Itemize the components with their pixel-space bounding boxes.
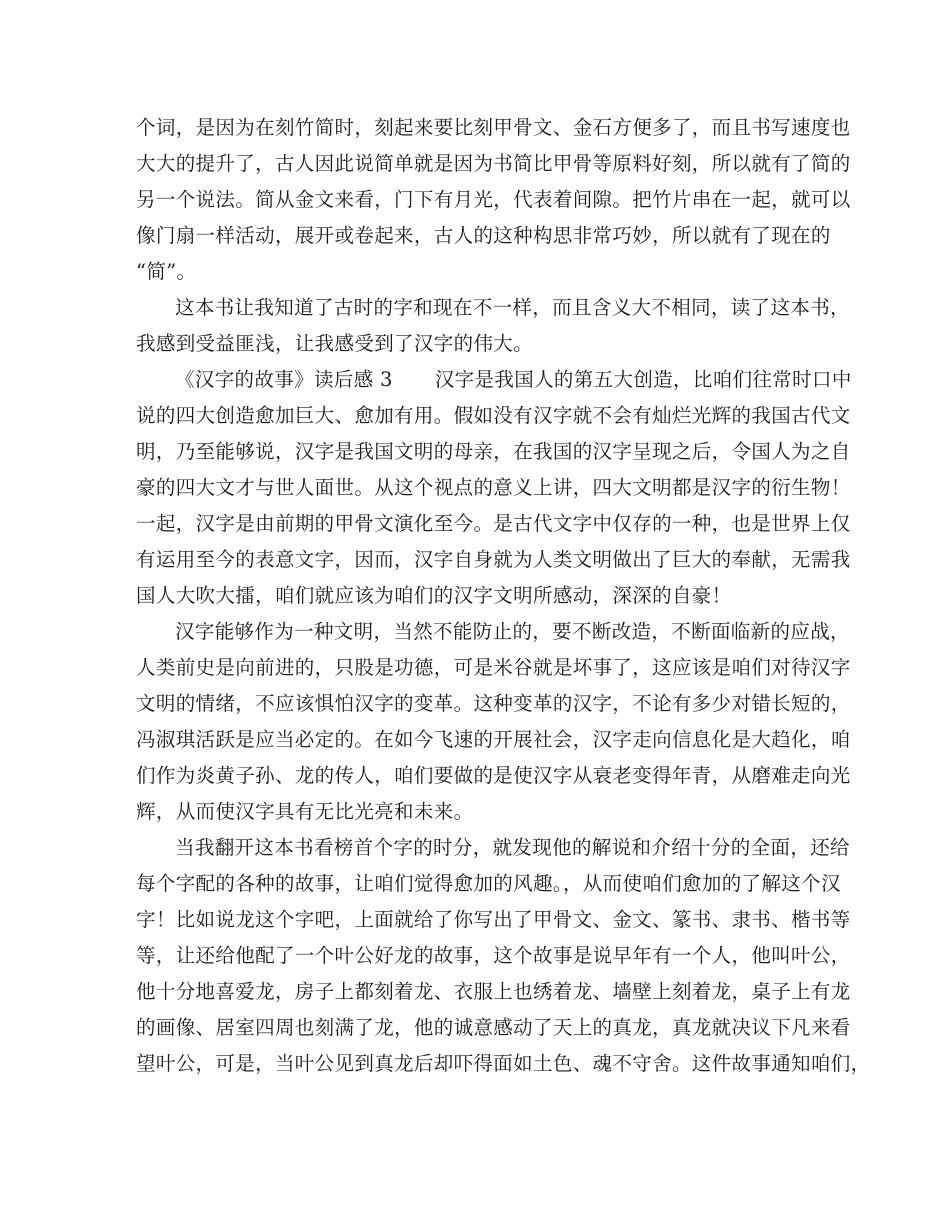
paragraph-3-heading-line bbox=[136, 362, 852, 398]
paragraph-3-line: 说的四大创造愈加巨大、愈加有用。假如没有汉字就不会有灿烂光辉的我国古代文 bbox=[136, 404, 851, 427]
paragraph-5-line: 望叶公，可是，当叶公见到真龙后却吓得面如土色、魂不守舍。这件故事通知咱们， bbox=[136, 1052, 871, 1075]
paragraph-4-line: 人类前史是向前进的，只股是功德，可是米谷就是坏事了，这应该是咱们对待汉字 bbox=[136, 656, 851, 679]
paragraph-5-line: 字！比如说龙这个字吧，上面就给了你写出了甲骨文、金文、篆书、隶书、楷书等 bbox=[136, 908, 851, 931]
paragraph-2-line: 这本书让我知道了古时的字和现在不一样，而且含义大不相同，读了这本书， bbox=[175, 296, 850, 319]
paragraph-4-line: 们作为炎黄子孙、龙的传人，咱们要做的是使汉字从衰老变得年青，从磨难走向光 bbox=[136, 764, 851, 787]
document-body bbox=[136, 110, 871, 1082]
paragraph-5-line: 每个字配的各种的故事，让咱们觉得愈加的风趣。，从而使咱们愈加的了解这个汉 bbox=[136, 872, 841, 895]
paragraph-4-line: 汉字能够作为一种文明，当然不能防止的，要不断改造，不断面临新的应战， bbox=[175, 620, 850, 643]
paragraph-1-line: 像门扇一样活动，展开或卷起来，古人的这种构思非常巧妙，所以就有了现在的 bbox=[136, 224, 831, 247]
paragraph-5-line: 他十分地喜爱龙，房子上都刻着龙、衣服上也绣着龙、墙壁上刻着龙，桌子上有龙 bbox=[136, 980, 851, 1003]
essay-heading: 《汉字的故事》读后感 3 bbox=[175, 368, 393, 391]
paragraph-3-line: 豪的四大文才与世人面世。从这个视点的意义上讲，四大文明都是汉字的衍生物！ bbox=[136, 476, 851, 499]
paragraph-2-line: 我感到受益匪浅，让我感受到了汉字的伟大。 bbox=[136, 332, 534, 355]
paragraph-3-line: 有运用至今的表意文字，因而，汉字自身就为人类文明做出了巨大的奉献，无需我 bbox=[136, 548, 851, 571]
paragraph-5-line: 的画像、居室四周也刻满了龙，他的诚意感动了天上的真龙，真龙就决议下凡来看 bbox=[136, 1016, 851, 1039]
paragraph-3-line: 一起，汉字是由前期的甲骨文演化至今。是古代文字中仅存的一种，也是世界上仅 bbox=[136, 512, 851, 535]
paragraph-1-line: 个词，是因为在刻竹简时，刻起来要比刻甲骨文、金石方便多了，而且书写速度也 bbox=[136, 116, 851, 139]
paragraph-3-line: 明，乃至能够说，汉字是我国文明的母亲，在我国的汉字呈现之后，令国人为之自 bbox=[136, 440, 851, 463]
paragraph-4-line: 文明的情绪，不应该惧怕汉字的变革。这种变革的汉字，不论有多少对错长短的， bbox=[136, 692, 851, 715]
paragraph-5-line: 等，让还给他配了一个叶公好龙的故事，这个故事是说早年有一个人，他叫叶公， bbox=[136, 944, 851, 967]
paragraph-1-line: 大大的提升了，古人因此说简单就是因为书简比甲骨等原料好刻，所以就有了简的 bbox=[136, 152, 851, 175]
paragraph-3-line: 国人大吹大擂，咱们就应该为咱们的汉字文明所感动，深深的自豪！ bbox=[136, 584, 732, 607]
paragraph-4-line: 冯淑琪活跃是应当必定的。在如今飞速的开展社会，汉字走向信息化是大趋化，咱 bbox=[136, 728, 851, 751]
paragraph-5-line: 当我翻开这本书看榜首个字的时分，就发现他的解说和介绍十分的全面，还给 bbox=[175, 836, 850, 859]
paragraph-1-line: “简”。 bbox=[136, 260, 197, 283]
paragraph-1-line: 另一个说法。简从金文来看，门下有月光，代表着间隙。把竹片串在一起，就可以 bbox=[136, 188, 851, 211]
paragraph-3-line: 汉字是我国人的第五大创造，比咱们往常时口中 bbox=[434, 368, 852, 391]
paragraph-4-line: 辉，从而使汉字具有无比光亮和未来。 bbox=[136, 800, 474, 823]
